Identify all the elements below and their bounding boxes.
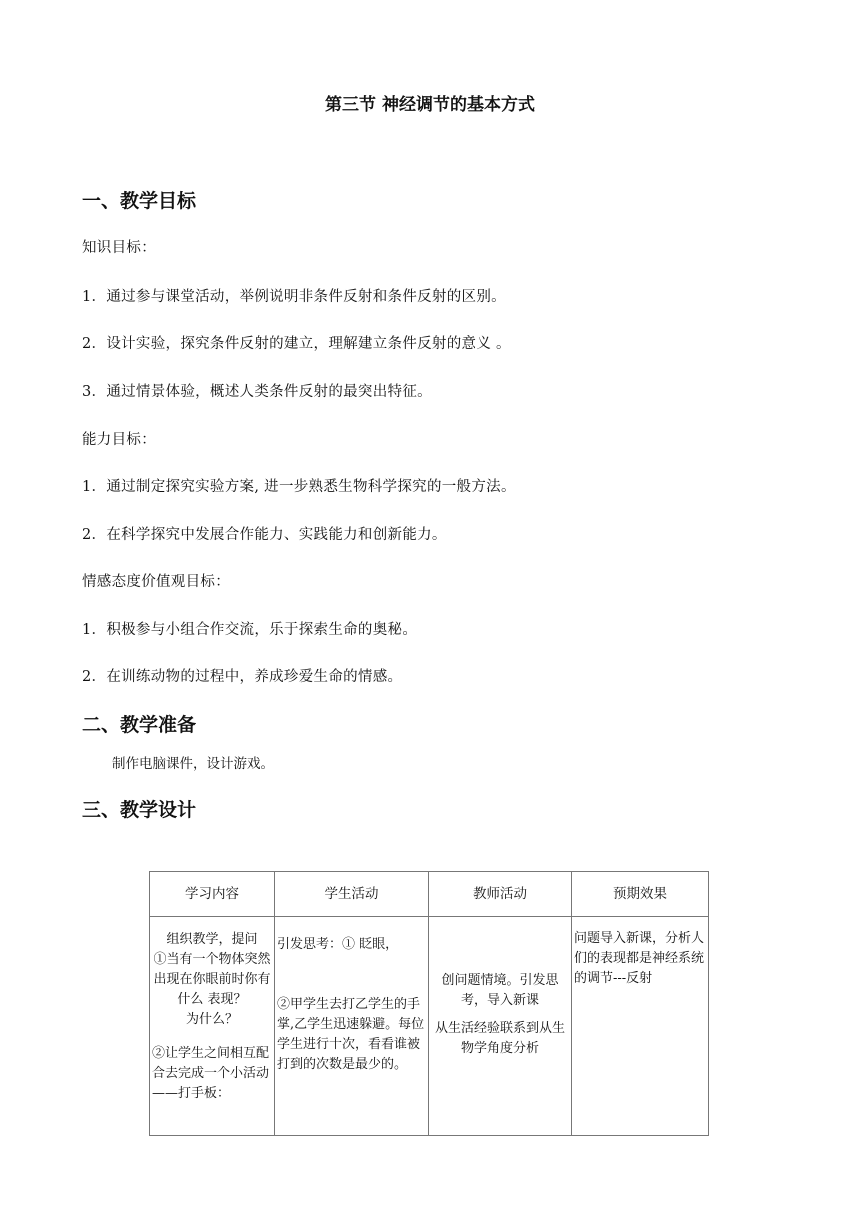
emotion-label: 情感态度价值观目标：	[82, 574, 230, 590]
content-line-4: ②让学生之间相互配合去完成一个小活动——打手板：	[152, 1046, 270, 1101]
cell-student-activity	[275, 917, 429, 1136]
student-activity-1: 引发思考：① 眨眼，	[277, 937, 399, 952]
expected-effect-1: 问题导入新课，分析人们的表现都是神经系统的调节---反射	[574, 931, 705, 986]
table-header-row	[150, 872, 709, 917]
emotion-item-1: 1．积极参与小组合作交流，乐于探索生命的奥秘。	[82, 622, 418, 638]
cell-teacher-activity	[429, 917, 572, 1136]
student-activity-2: ②甲学生去打乙学生的手掌,乙学生迅速躲避。每位学生进行十次，看看谁被打到的次数是最少的。	[277, 997, 425, 1072]
knowledge-item-2: 2．设计实验，探究条件反射的建立，理解建立条件反射的意义 。	[82, 336, 511, 352]
cell-expected-effect	[572, 917, 709, 1136]
content-line-1: 组织教学，提问	[166, 932, 258, 947]
knowledge-item-1: 1．通过参与课堂活动，举例说明非条件反射和条件反射的区别。	[82, 289, 506, 305]
content-line-2: ①当有一个物体突然出现在你眼前时你有什么 表现？	[153, 952, 271, 1007]
ability-label: 能力目标：	[82, 432, 156, 448]
teacher-activity-2: 从生活经验联系到从生物学角度分析	[434, 1021, 565, 1056]
header-expected-effect: 预期效果	[572, 872, 709, 917]
knowledge-item-3: 3．通过情景体验，概述人类条件反射的最突出特征。	[82, 384, 432, 400]
knowledge-label: 知识目标：	[82, 240, 156, 256]
ability-item-1: 1．通过制定探究实验方案, 进一步熟悉生物科学探究的一般方法。	[82, 479, 516, 495]
teaching-design-table	[149, 871, 709, 1136]
section-heading-design: 三、教学设计	[82, 799, 197, 821]
teacher-activity-1: 创问题情境。引发思考，导入新课	[441, 973, 559, 1008]
emotion-item-2: 2．在训练动物的过程中，养成珍爱生命的情感。	[82, 669, 403, 685]
header-learning-content: 学习内容	[150, 872, 275, 917]
content-line-3: 为什么？	[185, 1012, 238, 1027]
cell-learning-content	[150, 917, 275, 1136]
page-title: 第三节 神经调节的基本方式	[325, 95, 535, 115]
section-heading-goals: 一、教学目标	[82, 190, 197, 212]
preparation-text: 制作电脑课件，设计游戏。	[112, 756, 274, 772]
ability-item-2: 2．在科学探究中发展合作能力、实践能力和创新能力。	[82, 527, 447, 543]
header-student-activity: 学生活动	[275, 872, 429, 917]
section-heading-preparation: 二、教学准备	[82, 714, 197, 736]
header-teacher-activity: 教师活动	[429, 872, 572, 917]
table-row	[150, 917, 709, 1136]
